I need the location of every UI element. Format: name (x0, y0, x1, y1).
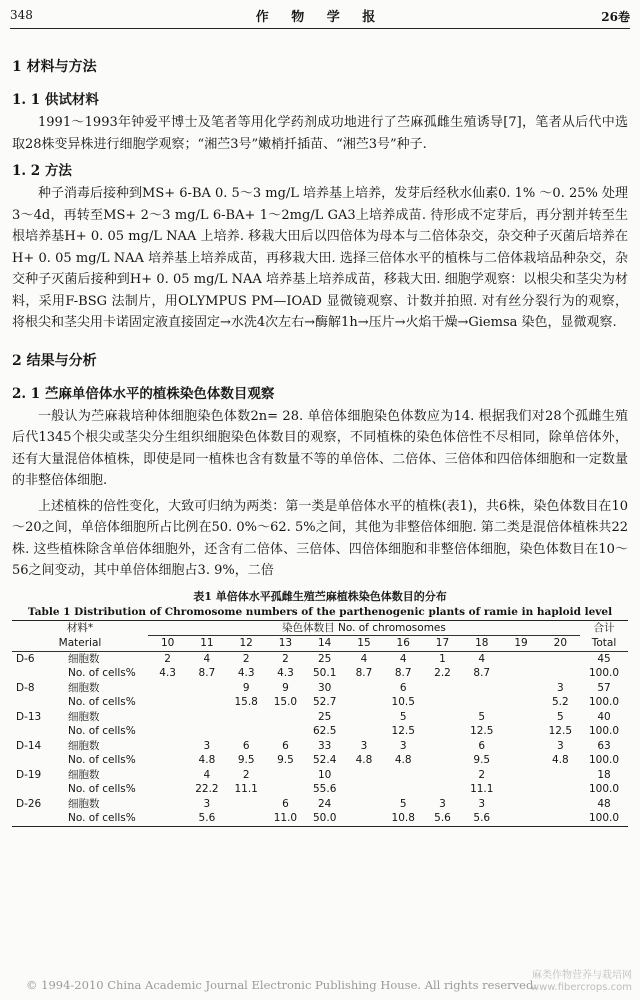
material-cell: D-19 (16, 768, 42, 781)
value-cell (501, 724, 540, 739)
value-cell (344, 768, 383, 783)
column-header: 20 (541, 636, 580, 652)
value-cell (344, 724, 383, 739)
value-cell (344, 695, 383, 710)
value-cell: 3 (360, 739, 368, 752)
row-type-cell: 细胞数 (68, 710, 100, 723)
row-type-cell: 细胞数 (68, 681, 100, 694)
value-cell (501, 768, 540, 783)
value-cell: 5.6 (423, 811, 462, 826)
value-cell: 5 (399, 797, 407, 810)
value-cell: 4 (478, 652, 486, 665)
total-cell: 48 (597, 797, 611, 810)
value-cell: 50.0 (305, 811, 344, 826)
value-cell: 3 (556, 681, 564, 694)
total-cell: 40 (597, 710, 611, 723)
paragraph: 种子消毒后接种到MS+ 6-BA 0. 5～3 mg/L 培养基上培养，发芽后经秋水仙素0. 1% ～0. 25% 处理3～4d，再转至MS+ 2～3 mg/L 6-BA+ 1～2mg/L GA3上培养成苗. 待形成不定芽后，再分割并转至生根培养基H+ 0. 05 mg/L NAA 上培养. 移栽大田后以四倍体为母本与二倍体杂交，杂交种子灭菌后培养在H+ 0. 05 mg/L NAA 培养基上培养成苗，再移栽大田. 选择三倍体水平的植株与二倍体栽培品种杂交，杂交种子灭菌后接种到H+ 0. 05 mg/L NAA 培养基上培养成苗，移栽大田. 细胞学观察：以根尖和茎尖为材料，采用F-BSG 法制片，用OLYMPUS PM—IOAD 显微镜观察、计数并拍照. 对有丝分裂行为的观察，将根尖和茎尖用卡诺固定液直接固定→水洗4次左右→酶解1h→压片→火焰干燥→Giemsa 染色，显微观察. (12, 186, 628, 330)
material-cell: D-26 (16, 797, 42, 810)
value-cell (148, 811, 187, 826)
value-cell (148, 753, 187, 768)
table-row (12, 753, 628, 768)
value-cell: 11.1 (234, 783, 258, 795)
column-header: 13 (266, 636, 305, 652)
value-cell (384, 782, 423, 797)
header-rule (10, 28, 630, 29)
table-row (12, 710, 628, 725)
value-cell (423, 710, 462, 725)
value-cell: 3 (203, 739, 211, 752)
value-cell: 12.5 (391, 725, 415, 737)
value-cell: 8.7 (473, 667, 491, 679)
value-cell (541, 782, 580, 797)
row-type-cell: No. of cells% (68, 696, 136, 708)
value-cell (187, 710, 226, 725)
value-cell: 4.8 (551, 754, 569, 766)
value-cell: 6 (478, 739, 486, 752)
material-cell (12, 811, 64, 826)
total-cell: 100.0 (580, 811, 628, 826)
total-cell: 100.0 (588, 696, 620, 708)
value-cell: 9 (282, 681, 289, 694)
watermark-cn: 麻类作物营养与栽培网 (532, 970, 632, 981)
value-cell: 4 (203, 652, 211, 665)
total-cell: 100.0 (588, 667, 620, 679)
row-type-cell: No. of cells% (68, 754, 136, 766)
column-header: 18 (462, 636, 501, 652)
value-cell (148, 782, 187, 797)
table-row (12, 651, 628, 666)
value-cell (148, 695, 187, 710)
material-cell (12, 753, 64, 768)
table-caption-cn: 表1 单倍体水平孤雌生殖苎麻植株染色体数目的分布 (193, 589, 447, 603)
table-row (12, 797, 628, 812)
value-cell: 3 (556, 739, 564, 752)
value-cell: 6 (242, 739, 250, 752)
value-cell: 6 (282, 739, 289, 752)
subsection-heading: 2. 1 苎麻单倍体水平的植株染色体数目观察 (12, 385, 275, 402)
page-header (10, 6, 630, 28)
value-cell (423, 695, 462, 710)
material-cell (12, 695, 64, 710)
section-heading: 1 材料与方法 (12, 59, 97, 75)
copyright-footer: © 1994-2010 China Academic Journal Electronic Publishing House. All rights reserved. (26, 978, 537, 992)
value-cell: 3 (478, 797, 486, 810)
value-cell: 4.3 (237, 667, 255, 679)
material-header: 材料* (12, 620, 148, 636)
value-cell (423, 782, 462, 797)
value-cell (344, 681, 383, 696)
row-type-cell: 细胞数 (68, 739, 100, 752)
column-header: 14 (305, 636, 344, 652)
value-cell: 4.8 (198, 754, 216, 766)
material-header-en: Material (12, 636, 148, 652)
value-cell: 62.5 (313, 725, 337, 737)
total-cell: 100.0 (588, 725, 620, 737)
value-cell: 9 (242, 681, 250, 694)
volume-label: 26卷 (601, 10, 630, 24)
row-type-cell: 细胞数 (68, 652, 100, 665)
value-cell: 33 (318, 739, 332, 752)
value-cell: 24 (318, 797, 332, 810)
journal-name: 作 物 学 报 (255, 10, 385, 25)
value-cell (266, 782, 305, 797)
value-cell (541, 811, 580, 826)
value-cell: 25 (318, 652, 332, 665)
value-cell: 9.5 (473, 754, 491, 766)
value-cell (541, 797, 580, 812)
value-cell: 10.5 (391, 696, 415, 708)
table-row (12, 695, 628, 710)
chromosome-table (12, 620, 628, 827)
value-cell (187, 681, 226, 696)
value-cell (187, 724, 226, 739)
value-cell (266, 724, 305, 739)
value-cell (423, 739, 462, 754)
column-header: 11 (187, 636, 226, 652)
value-cell: 2 (282, 652, 289, 665)
value-cell (227, 811, 266, 826)
value-cell: 15.8 (234, 696, 258, 708)
value-cell (541, 768, 580, 783)
value-cell (148, 681, 187, 696)
value-cell: 2 (164, 652, 171, 665)
column-header: 10 (148, 636, 187, 652)
value-cell: 2 (242, 768, 250, 781)
paragraph: 上述植株的倍性变化，大致可归纳为两类：第一类是单倍体水平的植株(表1)，共6株，染色体数目在10～20之间，单倍体细胞所占比例在50. 0%～62. 5%之间，其他为非整倍体细胞. 第二类是混倍体植株共22株. 这些植株除含单倍体细胞外，还含有二倍体、三倍体、四倍体细胞和非整倍体细胞，染色体数目在10～56之间变动，其中单倍体细胞占3. 9%，二倍 (12, 498, 628, 578)
value-cell (501, 695, 540, 710)
value-cell (423, 724, 462, 739)
value-cell (501, 666, 540, 681)
value-cell: 5.2 (551, 696, 569, 708)
value-cell (227, 724, 266, 739)
value-cell (148, 797, 187, 812)
row-type-cell: 细胞数 (68, 797, 100, 810)
value-cell: 9.5 (277, 754, 294, 766)
material-cell: D-14 (16, 739, 42, 752)
column-header: 15 (344, 636, 383, 652)
watermark-url: www.fibercrops.com (530, 982, 632, 993)
value-cell (227, 710, 266, 725)
row-type-cell: No. of cells% (68, 667, 136, 679)
article-body (12, 56, 628, 827)
table-row (12, 768, 628, 783)
value-cell (501, 753, 540, 768)
value-cell: 3 (439, 797, 446, 810)
value-cell: 25 (318, 710, 332, 723)
value-cell: 22.2 (195, 783, 219, 795)
material-cell: D-6 (16, 652, 35, 665)
row-type-cell: No. of cells% (68, 783, 136, 795)
value-cell: 2 (242, 652, 250, 665)
value-cell: 50.1 (313, 667, 337, 679)
material-cell: D-13 (16, 710, 42, 723)
value-cell: 6 (399, 681, 407, 694)
value-cell (344, 811, 383, 826)
value-cell (148, 710, 187, 725)
value-cell (187, 695, 226, 710)
table-row (12, 782, 628, 797)
column-header: 17 (423, 636, 462, 652)
chromosome-group-header: 染色体数目 No. of chromosomes (148, 620, 580, 636)
material-cell (12, 782, 64, 797)
value-cell (148, 768, 187, 783)
total-header-en: Total (580, 636, 628, 652)
value-cell: 4.8 (355, 754, 373, 766)
value-cell: 10.8 (384, 811, 423, 826)
total-cell: 45 (597, 652, 611, 665)
row-type-cell: No. of cells% (68, 725, 136, 737)
value-cell: 4.3 (159, 667, 176, 679)
value-cell (148, 724, 187, 739)
value-cell: 5 (556, 710, 564, 723)
value-cell: 15.0 (273, 696, 298, 708)
column-header: 19 (501, 636, 540, 652)
value-cell: 4 (360, 652, 368, 665)
material-cell (12, 724, 64, 739)
value-cell: 52.7 (313, 696, 337, 708)
total-cell: 100.0 (588, 783, 620, 795)
value-cell: 10 (318, 768, 332, 781)
value-cell (462, 695, 501, 710)
value-cell: 6 (282, 797, 289, 810)
table-row (12, 681, 628, 696)
value-cell: 30 (318, 681, 332, 694)
value-cell: 2.2 (434, 667, 451, 679)
material-cell (12, 666, 64, 681)
value-cell: 2 (478, 768, 486, 781)
value-cell (227, 797, 266, 812)
table-caption-en: Table 1 Distribution of Chromosome numbers of the parthenogenic plants of ramie in haploid level (27, 605, 613, 618)
value-cell (423, 768, 462, 783)
value-cell: 1 (439, 652, 446, 665)
watermark (527, 970, 632, 994)
value-cell: 4 (203, 768, 211, 781)
value-cell (423, 753, 462, 768)
value-cell: 5 (399, 710, 407, 723)
value-cell: 8.7 (394, 667, 412, 679)
value-cell: 5 (478, 710, 486, 723)
value-cell: 3 (399, 739, 407, 752)
value-cell: 8.7 (198, 667, 216, 679)
value-cell: 11.0 (266, 811, 305, 826)
table-row (12, 724, 628, 739)
value-cell (541, 651, 580, 666)
value-cell (266, 710, 305, 725)
paragraph: 1991～1993年钟爱平博士及笔者等用化学药剂成功地进行了苎麻孤雌生殖诱导[7]，笔者从后代中选取28株变异株进行细胞学观察；“湘苎3号”嫩梢扦插苗、“湘苎3号”种子. (12, 115, 628, 152)
paragraph: 一般认为苎麻栽培种体细胞染色体数2n= 28. 单倍体细胞染色体数应为14. 根据我们对28个孤雌生殖后代1345个根尖或茎尖分生组织细胞染色体数目的观察，不同植株的染色体倍性不尽相同，除单倍体外，还有大量混倍体植株，即使是同一植株也含有数量不等的单倍体、二倍体、三倍体和四倍体细胞和一定数量的非整倍体细胞. (12, 408, 628, 488)
value-cell: 4.3 (277, 667, 294, 679)
subsection-heading: 1. 1 供试材料 (12, 92, 99, 108)
total-cell: 18 (597, 768, 611, 781)
table-row (12, 739, 628, 754)
value-cell: 5.6 (187, 811, 226, 826)
value-cell: 9.5 (237, 754, 255, 766)
value-cell: 55.6 (313, 783, 337, 795)
material-cell: D-8 (16, 681, 35, 694)
value-cell (148, 739, 187, 754)
total-cell: 57 (597, 681, 611, 694)
value-cell: 4.8 (394, 754, 412, 766)
page-number: 348 (10, 8, 33, 22)
value-cell (384, 768, 423, 783)
value-cell (266, 768, 305, 783)
column-header: 16 (384, 636, 423, 652)
row-type-cell: 细胞数 (68, 768, 100, 781)
value-cell: 11.1 (470, 783, 494, 795)
value-cell: 8.7 (355, 667, 373, 679)
value-cell (501, 811, 540, 826)
table-row (12, 666, 628, 681)
value-cell (344, 782, 383, 797)
value-cell: 5.6 (462, 811, 501, 826)
subsection-heading: 1. 2 方法 (12, 163, 72, 179)
section-heading: 2 结果与分析 (12, 352, 97, 369)
value-cell: 3 (203, 797, 211, 810)
value-cell (501, 782, 540, 797)
value-cell (344, 797, 383, 812)
value-cell: 4 (399, 652, 407, 665)
value-cell (344, 710, 383, 725)
row-type-cell: No. of cells% (64, 811, 148, 826)
value-cell (501, 739, 540, 754)
total-cell: 63 (597, 739, 611, 752)
value-cell (501, 681, 540, 696)
value-cell (501, 710, 540, 725)
column-header: 12 (227, 636, 266, 652)
value-cell (462, 681, 501, 696)
value-cell: 12.5 (548, 725, 573, 737)
value-cell (423, 681, 462, 696)
total-cell: 100.0 (588, 754, 620, 766)
value-cell (541, 666, 580, 681)
value-cell (501, 797, 540, 812)
value-cell: 12.5 (470, 725, 494, 737)
value-cell (501, 651, 540, 666)
total-header: 合计 (580, 620, 628, 636)
table-row (12, 811, 628, 826)
value-cell: 52.4 (313, 754, 337, 766)
